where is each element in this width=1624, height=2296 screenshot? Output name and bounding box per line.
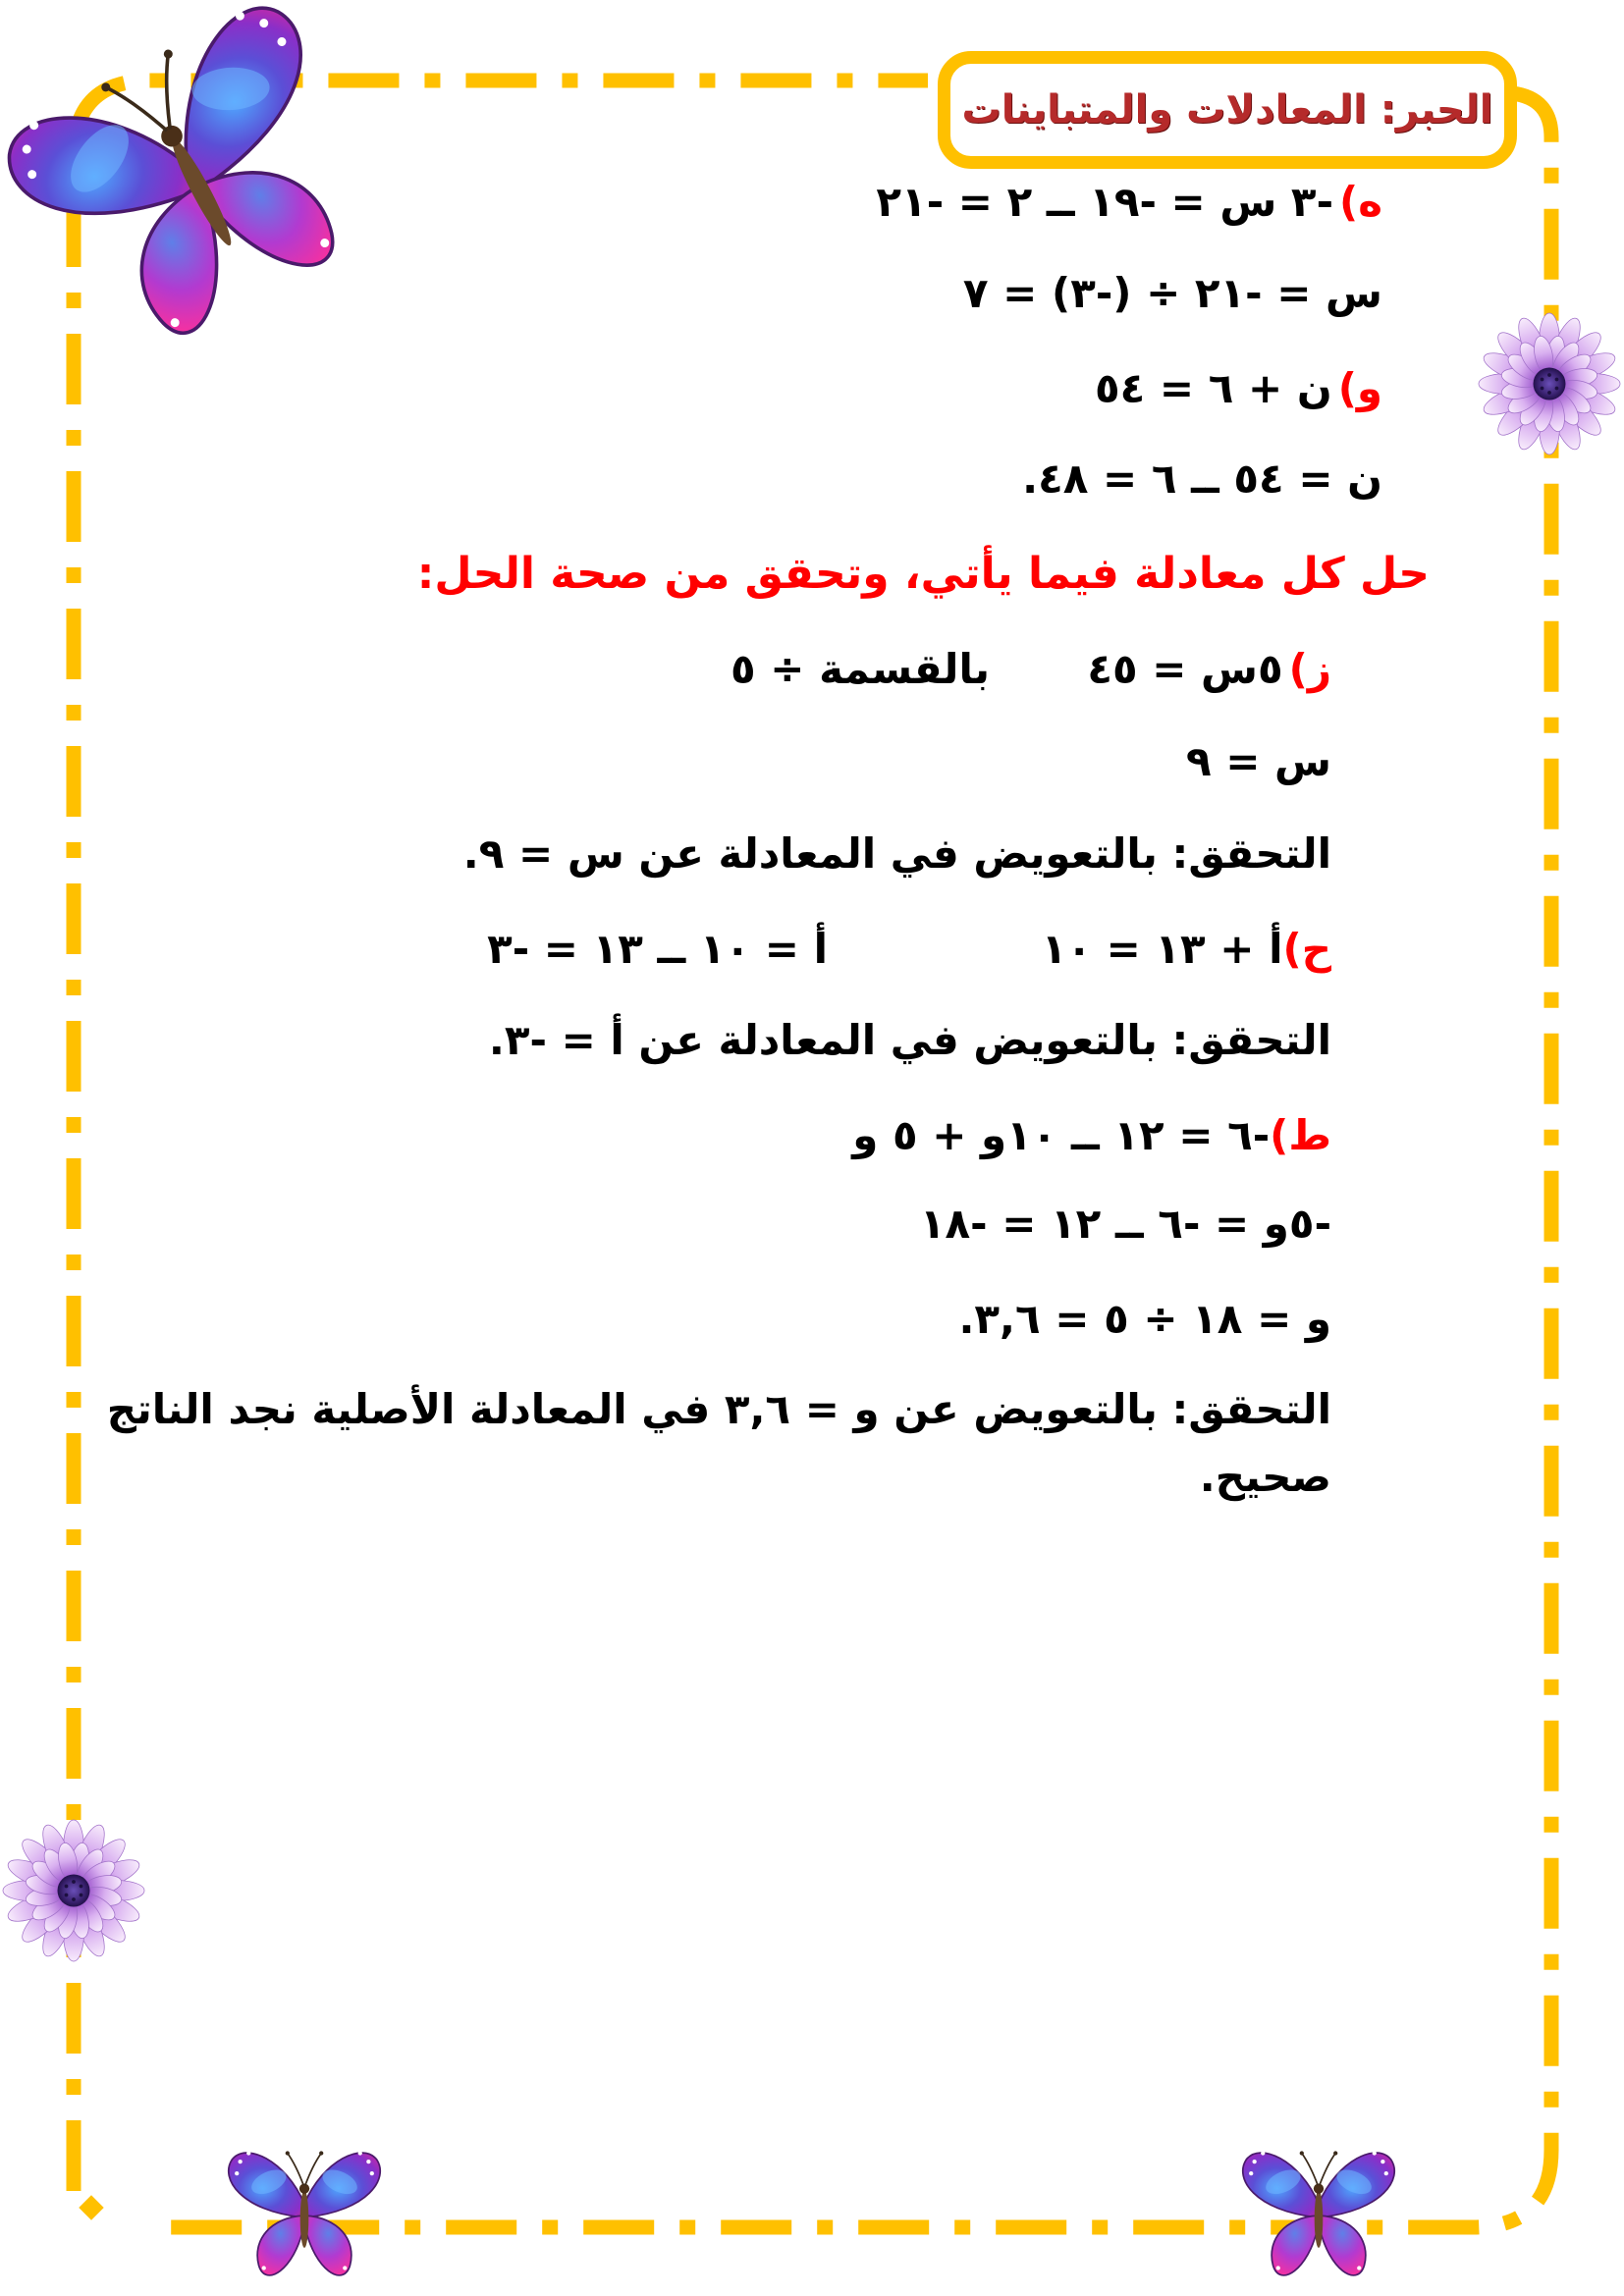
part-t-equation: -٦ = ١٢ ــ ١٠و + ٥ و <box>852 1111 1271 1159</box>
part-h-solution-line <box>963 266 1382 321</box>
part-ha-solution: أ = ١٠ ــ ١٣ = -٣ <box>487 925 828 973</box>
part-h-label: ه) <box>1339 178 1382 226</box>
part-t-check-line-1: التحقق: بالتعويض عن و = ٣,٦ في المعادلة الأصلية نجد الناتج <box>106 1385 1331 1433</box>
butterfly-icon <box>218 2126 391 2295</box>
instruction-heading: حل كل معادلة فيما يأتي، وتحقق من صحة الحل: <box>416 549 1430 599</box>
part-t-label: ط) <box>1270 1111 1331 1159</box>
part-ha-label: ح) <box>1282 925 1331 973</box>
part-z-equation-line <box>1087 642 1331 697</box>
part-ha-equation-line <box>1042 922 1331 977</box>
butterfly-icon <box>1232 2126 1405 2295</box>
part-w-equation-line <box>1095 361 1382 416</box>
page-title: الحبر: المعادلات والمتباينات <box>961 87 1493 133</box>
part-t-equation-line <box>852 1108 1331 1163</box>
part-z-equation: ٥س = ٤٥ <box>1087 645 1283 693</box>
part-h-equation-line <box>876 175 1382 230</box>
part-w-line-2: ن = ٥٤ ــ ٦ = ٤٨. <box>1022 454 1382 503</box>
part-ha-check: التحقق: بالتعويض في المعادلة عن أ = -٣. <box>488 1016 1331 1064</box>
part-h-line-2: س = -٢١ ÷ (-٣) = ٧ <box>962 269 1382 317</box>
part-ha-equation: أ + ١٣ = ١٠ <box>1041 925 1283 973</box>
frame-corner-diamond <box>79 2195 103 2219</box>
part-w-line-1: ن + ٦ = ٥٤ <box>1095 364 1332 412</box>
flower-icon <box>0 1817 147 1964</box>
part-z-label: ز) <box>1288 645 1331 693</box>
part-t-step-2: و = ١٨ ÷ ٥ = ٣,٦. <box>958 1295 1331 1343</box>
title-box <box>938 51 1517 169</box>
part-t-check-line-2: صحيح. <box>1199 1453 1331 1501</box>
part-w-label: و) <box>1337 364 1382 412</box>
part-z-check: التحقق: بالتعويض في المعادلة عن س = ٩. <box>462 829 1331 878</box>
part-z-solution: س = ٩ <box>1185 737 1331 785</box>
part-w-solution-line <box>1022 452 1382 507</box>
part-h-line-1: -٣ س = -١٩ ــ ٢ = -٢١ <box>876 178 1333 226</box>
part-t-step-1: -٥و = -٦ ــ ١٢ = -١٨ <box>919 1200 1331 1248</box>
butterfly-icon <box>12 0 375 353</box>
flower-icon <box>1476 310 1623 457</box>
part-z-method: بالقسمة ÷ ٥ <box>731 645 990 693</box>
